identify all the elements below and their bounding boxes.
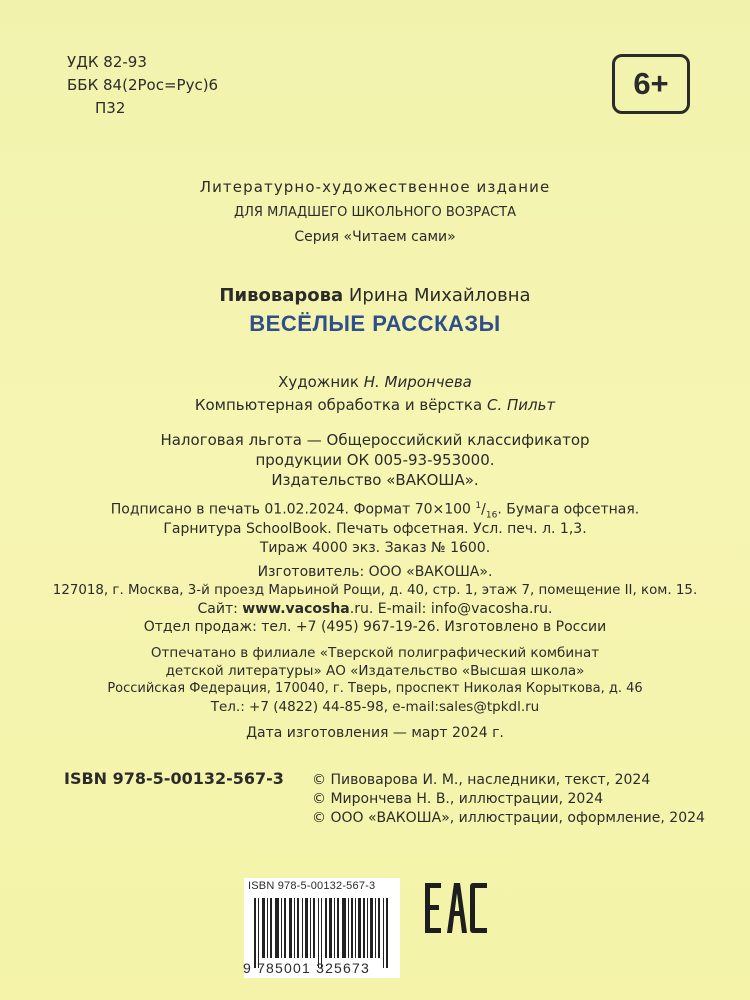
eac-mark-icon (425, 883, 487, 933)
layout-label: Компьютерная обработка и вёрстка (194, 396, 483, 414)
site-url[interactable]: www.vacosha (242, 601, 350, 617)
print-line-2: Гарнитура SchoolBook. Печать офсетная. Усл. печ. л. 1,3. (163, 521, 587, 537)
layout-credit (0, 396, 750, 414)
copyright-text: © Пивоварова И. М., наследники, текст, 2024 (312, 772, 651, 788)
artist-credit (0, 373, 750, 391)
barcode-digits: 9 785001 325673 (243, 960, 370, 976)
copyright-illustrations: © Мирончева Н. В., иллюстрации, 2024 (312, 791, 604, 807)
print-line-3: Тираж 4000 экз. Заказ № 1600. (259, 540, 491, 556)
isbn: ISBN 978-5-00132-567-3 (64, 769, 284, 788)
site-label: Сайт: (197, 601, 238, 617)
edition-series: Серия «Читаем сами» (294, 229, 456, 245)
author-name (0, 285, 750, 306)
printer-line-2: детской литературы» АО «Издательство «Высшая школа» (165, 663, 585, 679)
edition-type: Литературно-художественное издание (199, 178, 551, 196)
tax-line-3: Издательство «ВАКОША». (271, 471, 479, 489)
printer-line-1: Отпечатано в филиале «Тверской полиграфический комбинат (150, 645, 600, 661)
print-paper: . Бумага офсетная. (497, 501, 640, 518)
author-surname: Пивоварова (219, 285, 344, 306)
print-line-1: Подписано в печать 01.02.2024. Формат 70×100 $^1/_{16}$. Бумага офсетная. (110, 501, 640, 521)
manufacture-date: Дата изготовления — март 2024 г. (246, 725, 504, 741)
barcode-isbn-text: ISBN 978-5-00132-567-3 (248, 880, 376, 892)
tax-line-2: продукции ОК 005-93-953000. (255, 451, 495, 469)
manufacturer-line-1: Изготовитель: ООО «ВАКОША». (257, 564, 493, 580)
artist-label: Художник (278, 373, 359, 391)
edition-audience: ДЛЯ МЛАДШЕГО ШКОЛЬНОГО ВОЗРАСТА (233, 205, 517, 220)
barcode-icon (254, 898, 394, 968)
manufacturer-address: 127018, г. Москва, 3-й проезд Марьиной Рощи, д. 40, стр. 1, этаж 7, помещение II, ком. 15. (52, 583, 698, 598)
age-rating-badge: 6+ (612, 54, 690, 114)
printer-line-4: Тел.: +7 (4822) 44-85-98, e-mail:sales@tpkdl.ru (210, 699, 540, 715)
printer-line-3: Российская Федерация, 170040, г. Тверь, проспект Николая Корыткова, д. 46 (107, 681, 643, 696)
sales-department: Отдел продаж: тел. +7 (495) 967-19-26. Изготовлено в России (143, 619, 607, 635)
site-tld: .ru (349, 601, 369, 617)
author-given-names: Ирина Михайловна (348, 285, 531, 306)
tax-line-1: Налоговая льгота — Общероссийский классификатор (160, 431, 590, 449)
print-signed-format: Подписано в печать 01.02.2024. Формат 70×100 (110, 501, 471, 518)
book-title: ВЕСЁЛЫЕ РАССКАЗЫ (249, 311, 501, 336)
format-fraction-denominator: 16 (485, 510, 498, 521)
format-fraction-numerator: 1 (475, 501, 482, 511)
author-mark: П32 (95, 99, 126, 117)
manufacturer-contacts (0, 601, 750, 617)
layout-name: С. Пильт (486, 396, 556, 414)
udk-code: УДК 82-93 (67, 53, 147, 71)
copyright-publisher: © ООО «ВАКОША», иллюстрации, оформление, 2024 (312, 810, 705, 826)
bbk-code: ББК 84(2Рос=Рус)6 (67, 76, 219, 94)
email-text: . E-mail: info@vacosha.ru. (368, 601, 553, 617)
classification-codes (67, 51, 218, 120)
artist-name: Н. Мирончева (363, 373, 472, 391)
